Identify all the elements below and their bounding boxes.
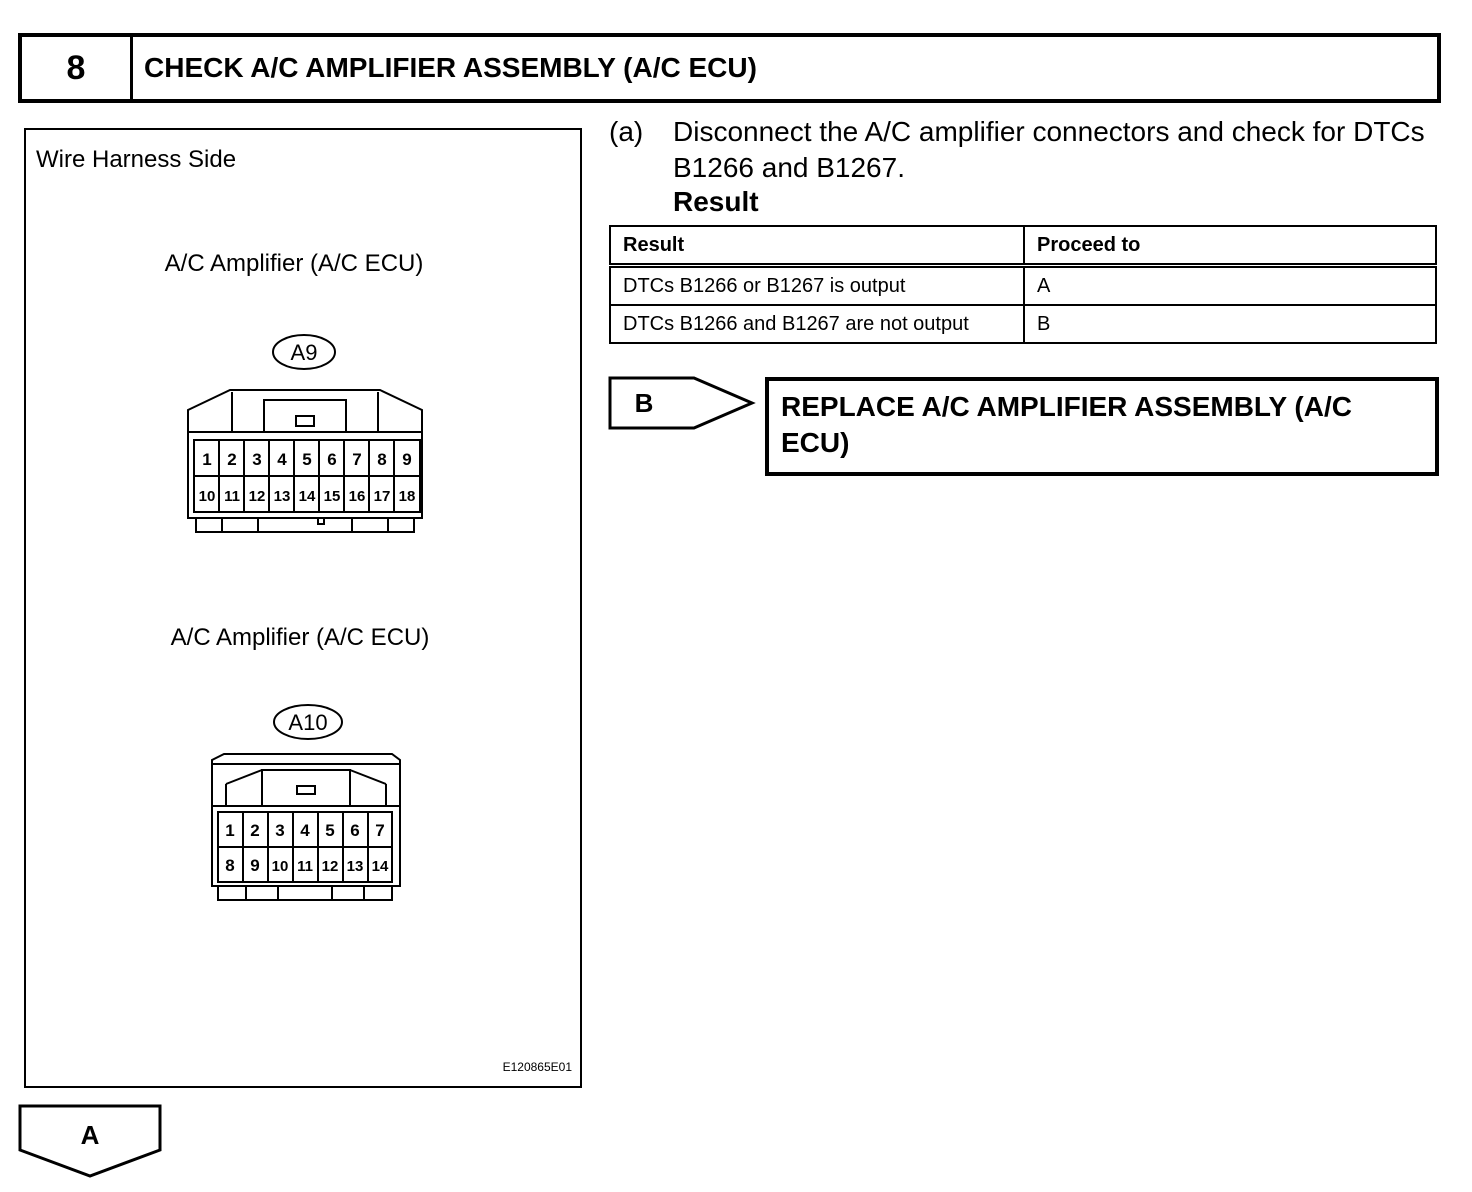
a9-pin: 7 — [352, 450, 362, 469]
a9-pin: 10 — [198, 488, 216, 505]
table-cell: B — [1024, 305, 1436, 343]
a9-pin: 15 — [323, 488, 341, 505]
result-table — [609, 225, 1437, 344]
table-header: Result — [610, 226, 1024, 266]
table-row — [610, 266, 1436, 306]
a9-pin: 12 — [248, 488, 266, 505]
a10-pin: 13 — [346, 858, 364, 875]
branch-a-label: A — [80, 1120, 100, 1150]
branch-b-label: B — [634, 388, 654, 418]
a9-pin: 11 — [224, 488, 240, 505]
wire-harness-side-label: Wire Harness Side — [36, 146, 237, 173]
a9-pin: 5 — [302, 450, 312, 469]
table-header: Proceed to — [1024, 226, 1436, 266]
a10-pin: 8 — [225, 856, 235, 875]
a9-pin: 8 — [377, 450, 387, 469]
a9-pin: 9 — [402, 450, 412, 469]
branch-a-arrow — [18, 1104, 164, 1182]
a10-pin: 12 — [321, 858, 339, 875]
a9-pin: 16 — [348, 488, 366, 505]
a9-pin: 18 — [398, 488, 416, 505]
a10-pin: 4 — [300, 821, 310, 840]
step-instruction — [609, 114, 1437, 186]
step-header — [18, 33, 1441, 103]
a9-pin: 3 — [252, 450, 262, 469]
a10-pin: 14 — [371, 858, 389, 875]
table-row — [610, 305, 1436, 343]
a10-pin: 2 — [250, 821, 260, 840]
a9-pin: 6 — [327, 450, 337, 469]
a9-pin: 4 — [277, 450, 287, 469]
connector-a10-code: A10 — [288, 710, 328, 735]
connector-drawings — [26, 130, 580, 1086]
connector-a10-title: A/C Amplifier (A/C ECU) — [170, 624, 430, 651]
a9-pin: 17 — [373, 488, 391, 505]
table-cell: A — [1024, 266, 1436, 306]
table-cell: DTCs B1266 and B1267 are not output — [610, 305, 1024, 343]
a10-pin: 1 — [225, 821, 235, 840]
a10-pin: 5 — [325, 821, 335, 840]
connector-a9-code: A9 — [290, 340, 318, 365]
a10-pin: 9 — [250, 856, 260, 875]
branch-b-action: REPLACE A/C AMPLIFIER ASSEMBLY (A/C ECU) — [781, 391, 1352, 458]
a9-pin: 14 — [298, 488, 316, 505]
a9-pin: 1 — [202, 450, 212, 469]
a10-pin: 6 — [350, 821, 360, 840]
a9-pin: 2 — [227, 450, 237, 469]
step-title: CHECK A/C AMPLIFIER ASSEMBLY (A/C ECU) — [144, 52, 757, 83]
step-marker: (a) — [609, 116, 644, 147]
illustration-code: E120865E01 — [502, 1060, 572, 1074]
a9-pin: 13 — [273, 488, 291, 505]
a10-pin: 11 — [297, 858, 313, 875]
branch-b-arrow — [608, 376, 760, 434]
result-heading: Result — [673, 186, 759, 217]
step-number: 8 — [22, 37, 133, 99]
table-header-row — [610, 226, 1436, 266]
table-cell: DTCs B1266 or B1267 is output — [610, 266, 1024, 306]
a10-pin: 3 — [275, 821, 285, 840]
branch-b-action-box — [765, 377, 1439, 476]
step-text: Disconnect the A/C amplifier connectors and check for DTCs B1266 and B1267. — [673, 116, 1425, 183]
a10-pin: 7 — [375, 821, 385, 840]
connector-figure — [24, 128, 582, 1088]
a10-pin: 10 — [271, 858, 289, 875]
connector-a9-title: A/C Amplifier (A/C ECU) — [164, 250, 424, 277]
